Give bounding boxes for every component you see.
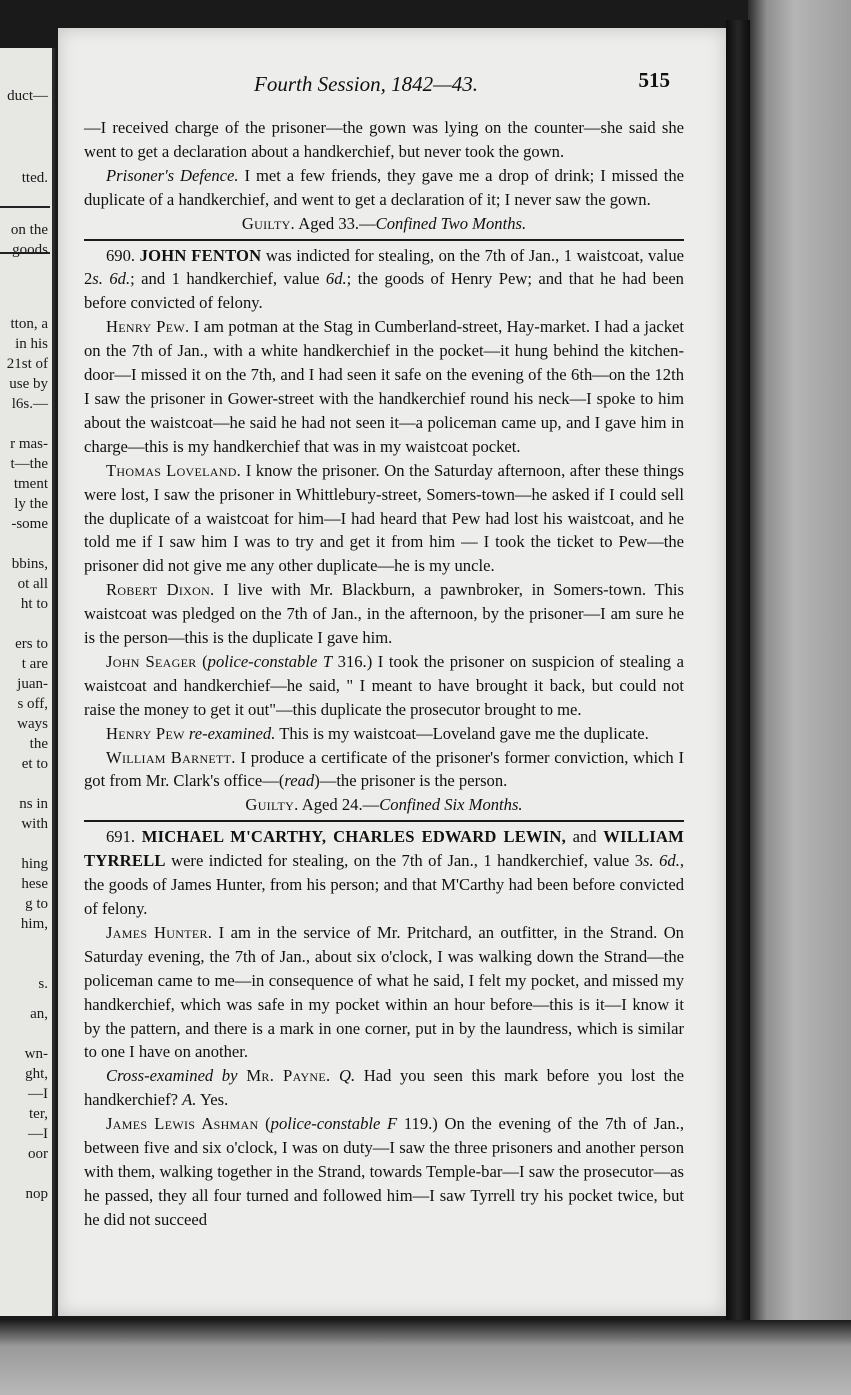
running-head: Fourth Session, 1842—43. (254, 72, 479, 96)
page-header (58, 68, 726, 102)
left-facing-page (0, 48, 55, 1316)
left-page-fragment: with (21, 816, 48, 832)
testimony (84, 722, 684, 746)
case-divider (84, 820, 684, 822)
left-page-fragment: use by (9, 376, 48, 392)
witness-name: James Hunter. (106, 922, 213, 942)
left-page-fragment: in his (15, 336, 48, 352)
defendant-names: WILLIAM TYRRELL (84, 827, 684, 871)
left-page-fragment: l6s.— (11, 396, 48, 412)
witness-name: Robert Dixon. (106, 580, 215, 600)
left-page-fragment: -some (11, 516, 48, 532)
left-page-fragment: ght, (25, 1066, 48, 1082)
testimony: James Lewis Ashman (police-constable F 119.) On the evening of the 7th of Jan., between five and six o'clock, I was on duty—I saw the three prisoners and another person with them, walking together in the Strand, towards Temple-bar—I saw the prosecutor—as he passed, they all four turned and followed him—I saw Tyrrell try his pocket twice, but he did not succeed (84, 1114, 684, 1229)
verdict-age: Aged 33.— (295, 213, 376, 233)
testimony-text: I am potman at the Stag in Cumberland-street, Hay-market. I had a jacket on the 7th of Jan., with a white handkerchief in the pocket—it hung behind the kitchen-door—I missed it on the 7th, and I had seen it safe on the evening of the 6th—on the 12th I saw the prisoner in Gower-street with the handkerchief round his neck—I spoke to him about the waistcoat—he said he had not seen it—a policeman came up, and I gave him in charge—this is my handkerchief that was in my waistcoat pocket. (84, 317, 684, 456)
witness-label: re-examined. (184, 723, 276, 743)
page-body (84, 116, 684, 1232)
left-page-fragment: an, (30, 1006, 48, 1022)
paragraph-text: I met a few friends, they gave me a drop of drink; I missed the duplicate of a handkerchief, and went to get a declaration of it; I never saw the gown. (84, 165, 685, 209)
left-page-fragment: et to (21, 756, 48, 772)
case-text: , the goods of James Hunter, from his person; and that M'Carthy had been before convicted of felony. (84, 851, 684, 918)
witness-name: Thomas Loveland. (106, 460, 242, 480)
testimony: John Seager (police-constable T 316.) I took the prisoner on suspicion of stealing a waistcoat and handkerchief—he said, " I meant to have brought it back, but could not raise the money to get it out"—this duplicate the prosecutor brought to me. (84, 651, 685, 719)
left-page-fragment: 21st of (6, 356, 48, 372)
case-text: ; the goods of Henry Pew; and that he had been before convicted of felony. (84, 269, 684, 313)
testimony-text: This is my waistcoat—Loveland gave me the duplicate. (275, 723, 649, 743)
background-bottom (0, 1320, 851, 1395)
left-page-fragment: on the (10, 222, 48, 238)
witness-number: 316. (332, 651, 367, 671)
left-page-fragment: tment (13, 476, 48, 492)
left-page-fragment: ht to (20, 596, 48, 612)
testimony (84, 1064, 684, 1112)
case-text: were indicted for stealing, on the 7th of Jan., 1 handkerchief, value 3 (165, 851, 644, 871)
left-page-fragment: ways (17, 716, 48, 732)
book-page (58, 28, 726, 1316)
testimony (84, 315, 684, 458)
left-page-fragment: t are (21, 656, 48, 672)
case-text: ; and 1 handkerchief, value (130, 269, 326, 289)
answer-marker: A. (182, 1090, 197, 1110)
paragraph (84, 164, 684, 212)
page-number: 515 (638, 68, 670, 92)
testimony-text: On the evening of the 7th of Jan., between five and six o'clock, I was on duty—I saw the three prisoners and another person with them, walking together in the Strand, towards Temple-bar—I saw the prosecutor—as he passed, they all four turned and followed him—I saw Tyrrell try his pocket twice, but he did not succeed (84, 1114, 684, 1229)
witness-role: police-constable F (270, 1114, 398, 1134)
verdict (84, 212, 684, 236)
testimony-text: I took the prisoner on suspicion of stealing a waistcoat and handkerchief—he said, " I meant to have brought it back, but could not raise the money to get it out"—this duplicate the prosecutor brought to me. (84, 651, 685, 719)
left-page-fragment: wn- (24, 1046, 48, 1062)
testimony-text: Had you seen this mark before you lost the handkerchief? (84, 1066, 685, 1110)
currency-unit: s. (92, 269, 103, 289)
witness-name: John Seager (106, 651, 197, 671)
defendant-names: MICHAEL M'CARTHY, CHARLES EDWARD LEWIN, (141, 827, 566, 847)
case-text: was indicted for stealing, on the 7th of Jan., 1 waistcoat, value 2 (84, 245, 684, 289)
witness-role: police-constable T (207, 651, 333, 671)
verdict-age: Aged 24.— (298, 795, 380, 815)
left-page-rule (0, 206, 50, 208)
left-page-fragment: oor (28, 1146, 48, 1162)
left-page-fragment: ot all (17, 576, 48, 592)
left-page-fragment: him, (20, 916, 48, 932)
verdict-label: Guilty. (241, 213, 295, 233)
left-page-fragment: bbins, (11, 556, 48, 572)
case-number: 690. (106, 245, 140, 265)
verdict-sentence: Confined Two Months. (375, 213, 527, 233)
testimony-text: Yes. (196, 1090, 229, 1110)
cross-exam-label: Cross-examined by (106, 1066, 238, 1086)
left-page-fragment: —I (28, 1126, 48, 1142)
witness-name: James Lewis Ashman (106, 1114, 259, 1134)
verdict-label: Guilty. (245, 795, 299, 815)
book-spine (726, 20, 750, 1320)
left-page-fragment: hese (21, 876, 48, 892)
currency-unit: 6d. (325, 269, 347, 289)
testimony (84, 459, 684, 579)
verdict (84, 793, 684, 817)
left-page-fragment: hing (21, 856, 48, 872)
case-divider (84, 239, 684, 241)
witness-name: William Barnett. (106, 747, 236, 767)
counsel-name: Mr. Payne. (237, 1066, 331, 1086)
testimony-text: I am in the service of Mr. Pritchard, an outfitter, in the Strand. On Saturday evening, the 7th of Jan., about six o'clock, I was walking down the Strand—the policeman came to me—in consequence of what he said, I felt my pocket, and missed my handkerchief, which was safe in my pocket within an hour before—this is it—I know it by the pattern, and there is a mark in one corner, put in by the laundress, which is similar to one I have on another. (84, 922, 684, 1062)
left-page-fragment: r mas- (10, 436, 48, 452)
left-page-fragment: ter, (29, 1106, 48, 1122)
left-page-fragment: the (29, 736, 48, 752)
testimony (84, 746, 684, 794)
case-heading (84, 825, 684, 921)
left-page-fragment: ns in (19, 796, 48, 812)
left-page-fragment: t—the (10, 456, 48, 472)
witness-name: Henry Pew (106, 723, 185, 743)
left-page-fragment: nop (25, 1186, 48, 1202)
currency-unit: 6d. (109, 269, 131, 289)
testimony (84, 578, 684, 650)
testimony-text: I know the prisoner. On the Saturday afternoon, after these things were lost, I saw the prisoner in Whittlebury-street, Somers-town—he asked if I could sell the duplicate of a waistcoat for him—I had heard that Pew had lost his waistcoat, and he told me if I saw him I was to try and get it from him — I took the ticket to Pew—the prisoner did not give me any other duplicate—he is my uncle. (84, 460, 684, 576)
left-page-fragment: tted. (21, 170, 48, 186)
case-text: and (565, 827, 604, 847)
left-page-fragment: s. (38, 976, 48, 992)
left-page-fragment: ly the (14, 496, 48, 512)
left-page-fragment: duct— (7, 88, 48, 104)
testimony-text: )—the prisoner is the person. (314, 771, 508, 791)
case-heading (84, 244, 684, 316)
currency-unit: s. (643, 851, 654, 871)
question-marker: Q. (330, 1066, 356, 1086)
left-page-fragment: g to (25, 896, 48, 912)
background-right (748, 0, 851, 1395)
left-page-fragment: juan- (17, 676, 48, 692)
left-page-fragment: goods (12, 242, 48, 258)
testimony-text: I live with Mr. Blackburn, a pawnbroker, in Somers-town. This waistcoat was pledged on the 7th of Jan., in the afternoon, by the prisoner—I am sure he is the person—this is the duplicate I gave him. (84, 580, 685, 648)
witness-number: 119. (397, 1114, 433, 1134)
defendant-names: JOHN FENTON (139, 245, 262, 265)
aside: read (284, 771, 315, 791)
left-page-fragment: —I (28, 1086, 48, 1102)
left-page-fragment: s off, (17, 696, 48, 712)
speaker-label: Prisoner's Defence. (106, 165, 239, 185)
testimony-text: I produce a certificate of the prisoner's former conviction, which I got from Mr. Clark's office—( (84, 747, 684, 791)
currency-unit: 6d. (659, 851, 680, 871)
witness-name: Henry Pew. (106, 317, 190, 337)
case-number: 691. (106, 827, 142, 847)
testimony (84, 921, 684, 1064)
verdict-sentence: Confined Six Months. (379, 795, 523, 815)
left-page-fragment: tton, a (10, 316, 48, 332)
left-page-fragment: ers to (15, 636, 48, 652)
paragraph: —I received charge of the prisoner—the gown was lying on the counter—she said she went to get a declaration about a handkerchief, but never took the gown. (84, 118, 684, 161)
